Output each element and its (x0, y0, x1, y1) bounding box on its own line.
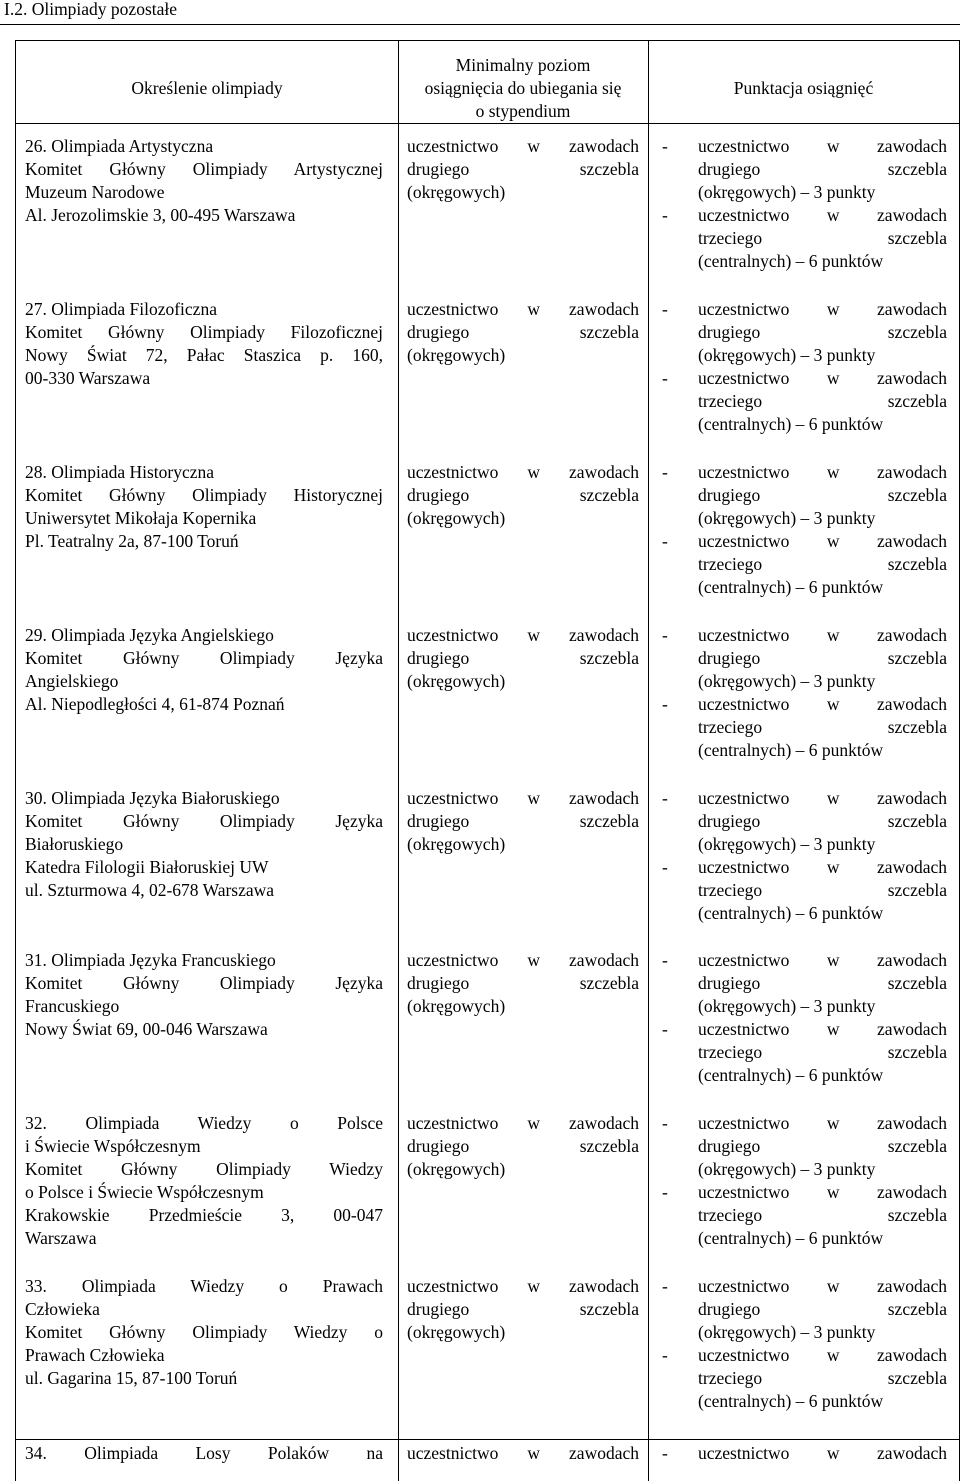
minimum-level-cell (407, 135, 639, 204)
points-line: trzeciego szczebla (698, 880, 947, 900)
minimum-level-line: (okręgowych) (407, 1159, 506, 1179)
olympiad-name-line: Komitet Główny Olimpiady Historycznej (25, 485, 383, 505)
points-cell (662, 624, 947, 762)
points-cell (662, 298, 947, 436)
minimum-level-line: (okręgowych) (407, 996, 506, 1016)
points-line: trzeciego szczebla (698, 1042, 947, 1062)
points-line: - uczestnictwo w zawodach (662, 1112, 947, 1135)
minimum-level-line: (okręgowych) (407, 671, 506, 691)
olympiad-name-cell (25, 787, 383, 902)
olympiad-name-line: Prawach Człowieka (25, 1345, 165, 1365)
minimum-level-line: uczestnictwo w zawodach (407, 950, 639, 970)
points-line: drugiego szczebla (698, 811, 947, 831)
points-line: - uczestnictwo w zawodach (662, 1181, 947, 1204)
olympiad-name-line: 31. Olimpiada Języka Francuskiego (25, 950, 276, 970)
header-minimum-level (398, 54, 648, 123)
minimum-level-line: drugiego szczebla (407, 811, 639, 831)
points-line: trzeciego szczebla (698, 1368, 947, 1388)
olympiad-name-line: Al. Niepodległości 4, 61-874 Poznań (25, 694, 285, 714)
points-cell (662, 461, 947, 599)
points-line: drugiego szczebla (698, 485, 947, 505)
points-cell (662, 1275, 947, 1413)
points-line: (centralnych) – 6 punktów (698, 903, 884, 923)
minimum-level-line: uczestnictwo w zawodach (407, 462, 639, 482)
olympiad-name-line: Angielskiego (25, 671, 119, 691)
olympiad-name-line: Komitet Główny Olimpiady Języka (25, 811, 383, 831)
olympiad-name-line: 33. Olimpiada Wiedzy o Prawach (25, 1276, 383, 1296)
points-line: (centralnych) – 6 punktów (698, 577, 884, 597)
points-cell (662, 949, 947, 1087)
minimum-level-line: uczestnictwo w zawodach (407, 136, 639, 156)
olympiad-name-line: Nowy Świat 69, 00-046 Warszawa (25, 1019, 268, 1039)
olympiad-name-line: Muzeum Narodowe (25, 182, 165, 202)
olympiad-name-line: Białoruskiego (25, 834, 124, 854)
points-line: drugiego szczebla (698, 973, 947, 993)
points-line: (centralnych) – 6 punktów (698, 740, 884, 760)
olympiad-name-line: Komitet Główny Olimpiady Wiedzy o (25, 1322, 383, 1342)
points-line: (centralnych) – 6 punktów (698, 1391, 884, 1411)
olympiad-name-line: Komitet Główny Olimpiady Języka (25, 648, 383, 668)
points-line: trzeciego szczebla (698, 554, 947, 574)
points-line: (okręgowych) – 3 punkty (698, 996, 876, 1016)
olympiad-name-line: ul. Gagarina 15, 87-100 Toruń (25, 1368, 238, 1388)
minimum-level-line: (okręgowych) (407, 1322, 506, 1342)
points-line: - uczestnictwo w zawodach (662, 949, 947, 972)
olympiad-name-line: Człowieka (25, 1299, 100, 1319)
olympiad-name-cell (25, 949, 383, 1041)
points-line: - uczestnictwo w zawodach (662, 1344, 947, 1367)
column-divider-1 (398, 41, 399, 1481)
points-line: drugiego szczebla (698, 159, 947, 179)
olympiad-name-line: ul. Szturmowa 4, 02-678 Warszawa (25, 880, 275, 900)
points-line: - uczestnictwo w zawodach (662, 856, 947, 879)
points-line: trzeciego szczebla (698, 228, 947, 248)
olympiad-name-line: 30. Olimpiada Języka Białoruskiego (25, 788, 280, 808)
points-line: - uczestnictwo w zawodach (662, 367, 947, 390)
points-line: (centralnych) – 6 punktów (698, 414, 884, 434)
points-line: (centralnych) – 6 punktów (698, 1228, 884, 1248)
olympiad-name-line: o Polsce i Świecie Współczesnym (25, 1182, 264, 1202)
olympiad-name-line: 34. Olimpiada Losy Polaków na (25, 1443, 383, 1463)
olympiad-name-line: Francuskiego (25, 996, 120, 1016)
header-minimum-line: o stypendium (475, 101, 571, 121)
points-cell (662, 1442, 947, 1465)
olympiad-name-line: Komitet Główny Olimpiady Języka (25, 973, 383, 993)
minimum-level-line: uczestnictwo w zawodach (407, 299, 639, 319)
olympiad-name-line: Komitet Główny Olimpiady Filozoficznej (25, 322, 383, 342)
minimum-level-line: drugiego szczebla (407, 1299, 639, 1319)
points-line: - uczestnictwo w zawodach (662, 461, 947, 484)
points-line: - uczestnictwo w zawodach (662, 1018, 947, 1041)
points-line: drugiego szczebla (698, 1299, 947, 1319)
points-cell (662, 1112, 947, 1250)
olympiad-name-line: Katedra Filologii Białoruskiej UW (25, 857, 269, 877)
minimum-level-line: (okręgowych) (407, 182, 506, 202)
section-heading: I.2. Olimpiady pozostałe (4, 0, 178, 19)
points-line: (okręgowych) – 3 punkty (698, 1322, 876, 1342)
points-line: - uczestnictwo w zawodach (662, 298, 947, 321)
heading-rule (0, 24, 960, 25)
minimum-level-line: uczestnictwo w zawodach (407, 625, 639, 645)
olympiad-name-cell (25, 461, 383, 553)
points-cell (662, 787, 947, 925)
points-line: - uczestnictwo w zawodach (662, 204, 947, 227)
olympiad-name-line: Al. Jerozolimskie 3, 00-495 Warszawa (25, 205, 296, 225)
header-minimum-line: osiągnięcia do ubiegania się (424, 78, 622, 98)
minimum-level-cell (407, 624, 639, 693)
olympiad-name-line: 29. Olimpiada Języka Angielskiego (25, 625, 274, 645)
points-line: (centralnych) – 6 punktów (698, 1065, 884, 1085)
points-line: (okręgowych) – 3 punkty (698, 182, 876, 202)
olympiad-name-line: 28. Olimpiada Historyczna (25, 462, 215, 482)
points-line: - uczestnictwo w zawodach (662, 1442, 947, 1465)
minimum-level-cell (407, 298, 639, 367)
minimum-level-line: uczestnictwo w zawodach (407, 1276, 639, 1296)
olympiad-name-cell (25, 135, 383, 227)
minimum-level-line: drugiego szczebla (407, 1136, 639, 1156)
minimum-level-line: drugiego szczebla (407, 648, 639, 668)
olympiad-name-line: 00-330 Warszawa (25, 368, 151, 388)
points-cell (662, 135, 947, 273)
points-line: - uczestnictwo w zawodach (662, 135, 947, 158)
points-line: (okręgowych) – 3 punkty (698, 345, 876, 365)
points-line: trzeciego szczebla (698, 391, 947, 411)
points-line: drugiego szczebla (698, 648, 947, 668)
header-minimum-line: Minimalny poziom (455, 55, 591, 75)
minimum-level-cell (407, 949, 639, 1018)
points-line: (okręgowych) – 3 punkty (698, 1159, 876, 1179)
olympiad-name-line: Uniwersytet Mikołaja Kopernika (25, 508, 257, 528)
header-points: Punktacja osiągnięć (733, 78, 874, 98)
points-line: - uczestnictwo w zawodach (662, 693, 947, 716)
olympiad-name-line: 26. Olimpiada Artystyczna (25, 136, 214, 156)
minimum-level-line: uczestnictwo w zawodach (407, 788, 639, 808)
header-rule (16, 123, 960, 124)
olympiad-name-line: Pl. Teatralny 2a, 87-100 Toruń (25, 531, 239, 551)
olympiad-table (15, 40, 960, 1481)
minimum-level-line: uczestnictwo w zawodach (407, 1443, 639, 1463)
olympiad-name-cell (25, 1275, 383, 1390)
olympiad-name-line: Komitet Główny Olimpiady Artystycznej (25, 159, 383, 179)
olympiad-name-cell (25, 298, 383, 390)
olympiad-name-line: i Świecie Współczesnym (25, 1136, 201, 1156)
points-line: (okręgowych) – 3 punkty (698, 834, 876, 854)
olympiad-name-line: Komitet Główny Olimpiady Wiedzy (25, 1159, 383, 1179)
minimum-level-cell (407, 1112, 639, 1181)
olympiad-name-line: Nowy Świat 72, Pałac Staszica p. 160, (25, 345, 383, 365)
points-line: - uczestnictwo w zawodach (662, 787, 947, 810)
minimum-level-line: (okręgowych) (407, 508, 506, 528)
olympiad-name-cell (25, 624, 383, 716)
olympiad-name-cell (25, 1112, 383, 1250)
points-line: - uczestnictwo w zawodach (662, 530, 947, 553)
olympiad-name-line: Warszawa (25, 1228, 97, 1248)
minimum-level-line: drugiego szczebla (407, 322, 639, 342)
points-line: drugiego szczebla (698, 1136, 947, 1156)
minimum-level-cell (407, 1275, 639, 1344)
points-line: (okręgowych) – 3 punkty (698, 671, 876, 691)
olympiad-name-cell (25, 1442, 383, 1465)
points-line: (okręgowych) – 3 punkty (698, 508, 876, 528)
minimum-level-line: (okręgowych) (407, 834, 506, 854)
column-divider-2 (648, 41, 649, 1481)
minimum-level-line: drugiego szczebla (407, 973, 639, 993)
points-line: drugiego szczebla (698, 322, 947, 342)
points-line: (centralnych) – 6 punktów (698, 251, 884, 271)
minimum-level-cell (407, 787, 639, 856)
minimum-level-line: drugiego szczebla (407, 159, 639, 179)
minimum-level-cell (407, 1442, 639, 1465)
minimum-level-line: drugiego szczebla (407, 485, 639, 505)
olympiad-name-line: 32. Olimpiada Wiedzy o Polsce (25, 1113, 383, 1133)
minimum-level-line: (okręgowych) (407, 345, 506, 365)
olympiad-name-line: Krakowskie Przedmieście 3, 00-047 (25, 1205, 383, 1225)
olympiad-name-line: 27. Olimpiada Filozoficzna (25, 299, 217, 319)
minimum-level-line: uczestnictwo w zawodach (407, 1113, 639, 1133)
points-line: - uczestnictwo w zawodach (662, 1275, 947, 1298)
row-rule-33 (16, 1439, 960, 1440)
points-line: - uczestnictwo w zawodach (662, 624, 947, 647)
header-olympiad-name: Określenie olimpiady (131, 78, 283, 98)
points-line: trzeciego szczebla (698, 717, 947, 737)
minimum-level-cell (407, 461, 639, 530)
points-line: trzeciego szczebla (698, 1205, 947, 1225)
